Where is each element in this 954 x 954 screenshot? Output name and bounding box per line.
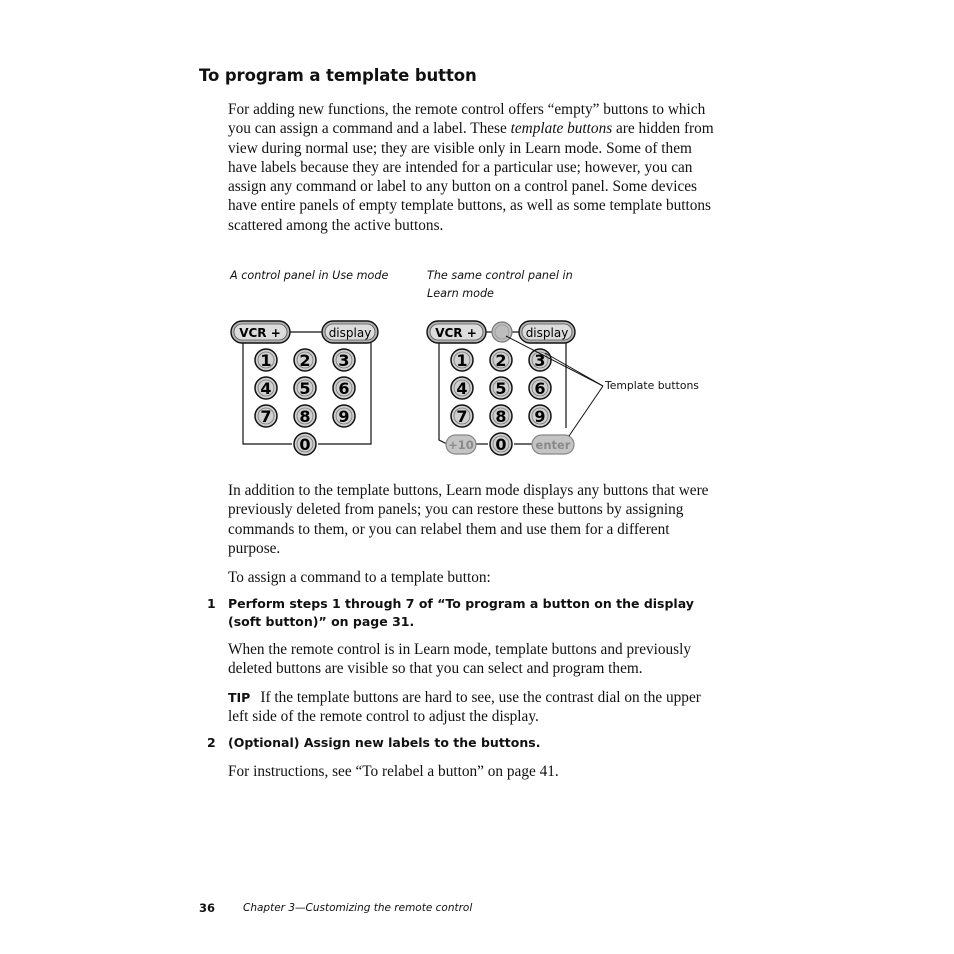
step-2-text: (Optional) Assign new labels to the buttons.: [228, 735, 541, 750]
key-8: [294, 405, 316, 427]
learn-display-button: [519, 321, 575, 343]
svg-text:4: 4: [260, 379, 272, 398]
tip-label: TIP: [228, 690, 251, 705]
caption-learn-mode-line1: The same control panel in: [427, 269, 573, 282]
key-0: [294, 433, 316, 455]
svg-text:VCR +: VCR +: [239, 326, 281, 340]
step-1-number: 1: [207, 596, 216, 611]
key-7: [255, 405, 277, 427]
step-2-number: 2: [207, 735, 216, 750]
svg-text:1: 1: [456, 351, 468, 370]
learn-key-2: [490, 349, 512, 371]
key-5: [294, 377, 316, 399]
key-4: [255, 377, 277, 399]
svg-text:1: 1: [260, 351, 272, 370]
learn-key-0: [490, 433, 512, 455]
section-heading: To program a template button: [199, 66, 477, 85]
learn-visible-paragraph: When the remote control is in Learn mode, template buttons and previously deleted buttons are visible so that you can select and program them.: [228, 641, 692, 678]
svg-text:3: 3: [534, 351, 546, 370]
svg-text:7: 7: [456, 407, 468, 426]
template-button-enter: [532, 435, 574, 454]
svg-text:9: 9: [534, 407, 546, 426]
svg-text:8: 8: [299, 407, 311, 426]
svg-text:6: 6: [338, 379, 350, 398]
learn-key-7: [451, 405, 473, 427]
use-mode-panel: [231, 321, 378, 455]
key-6: [333, 377, 355, 399]
instructions-paragraph: For instructions, see “To relabel a button” on page 41.: [228, 763, 559, 780]
svg-text:2: 2: [299, 351, 311, 370]
learn-mode-paragraph: In addition to the template buttons, Learn mode displays any buttons that were previously deleted from panels; you can restore these buttons by assigning commands to them, or you can relabel them and use them for a different purpose.: [228, 482, 709, 557]
learn-key-1: [451, 349, 473, 371]
svg-text:8: 8: [495, 407, 507, 426]
caption-learn-mode-line2: Learn mode: [427, 287, 494, 300]
chapter-footer: Chapter 3—Customizing the remote control: [243, 902, 473, 914]
svg-text:2: 2: [495, 351, 507, 370]
svg-text:6: 6: [534, 379, 546, 398]
display-button: [322, 321, 378, 343]
learn-key-4: [451, 377, 473, 399]
key-1: [255, 349, 277, 371]
tip-text: If the template buttons are hard to see, use the contrast dial on the upper left side of the remote control to adjust the display.: [228, 689, 701, 726]
svg-text:display: display: [328, 326, 372, 340]
key-3: [333, 349, 355, 371]
learn-key-9: [529, 405, 551, 427]
key-9: [333, 405, 355, 427]
svg-text:display: display: [525, 326, 569, 340]
callout-leader-lines: [506, 336, 603, 436]
svg-text:7: 7: [260, 407, 272, 426]
step-1-text: Perform steps 1 through 7 of “To program a button on the display (soft button)” on page 31.: [228, 596, 694, 629]
template-buttons-callout: Template buttons: [605, 379, 699, 392]
svg-text:0: 0: [495, 435, 507, 454]
learn-mode-panel: [427, 321, 603, 455]
caption-use-mode: A control panel in Use mode: [230, 269, 389, 282]
svg-text:9: 9: [338, 407, 350, 426]
intro-emphasis: template buttons: [510, 120, 613, 138]
assign-paragraph: To assign a command to a template button:: [228, 569, 491, 586]
svg-text:4: 4: [456, 379, 468, 398]
learn-key-3: [529, 349, 551, 371]
intro-text-end: are hidden from view during normal use; they are visible only in Learn mode. Some of them have labels because they are intended for a particular use; however, you can assign any command or label to any button on a control panel. Some devices have entire panels of empty template buttons, as well as some template buttons scattered among the active buttons.: [228, 120, 714, 234]
svg-text:5: 5: [495, 379, 507, 398]
svg-text:5: 5: [299, 379, 311, 398]
learn-key-8: [490, 405, 512, 427]
learn-vcr-plus-button: [427, 321, 486, 343]
svg-text:0: 0: [299, 435, 311, 454]
svg-text:enter: enter: [535, 438, 571, 452]
learn-key-6: [529, 377, 551, 399]
page-number: 36: [199, 901, 216, 915]
svg-text:VCR +: VCR +: [435, 326, 477, 340]
vcr-plus-button: [231, 321, 290, 343]
svg-text:+10: +10: [448, 438, 474, 452]
svg-text:3: 3: [338, 351, 350, 370]
learn-key-5: [490, 377, 512, 399]
intro-text-start: For adding new functions, the remote control offers “empty” buttons to which you can assign a command and a label. These: [228, 101, 706, 138]
key-2: [294, 349, 316, 371]
template-button-blank: [492, 322, 512, 342]
tip-paragraph: [228, 688, 720, 727]
template-button-plus10: [446, 435, 476, 454]
